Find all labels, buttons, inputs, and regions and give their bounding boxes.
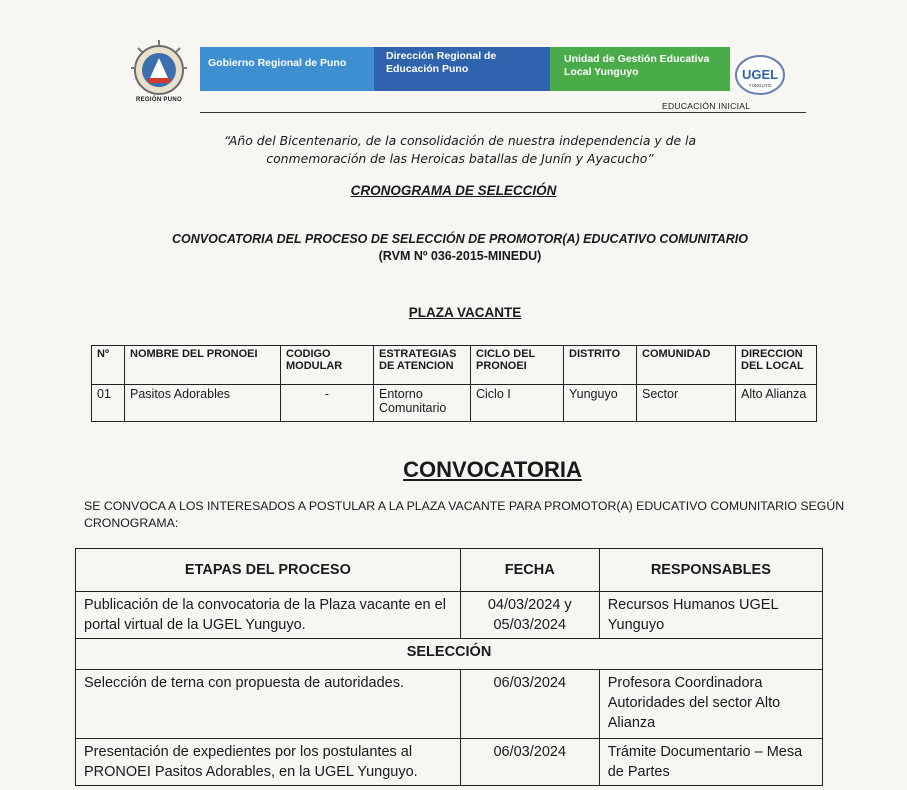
plaza-table bbox=[91, 345, 817, 422]
table-row bbox=[92, 385, 817, 422]
plaza-header-cell: DISTRITO bbox=[564, 346, 637, 385]
cronograma-title: CRONOGRAMA DE SELECCIÓN bbox=[350, 183, 557, 198]
plaza-header-cell: Nº bbox=[92, 346, 125, 385]
plaza-table-header bbox=[92, 346, 817, 385]
plaza-cell: 01 bbox=[92, 385, 125, 422]
plaza-cell: Pasitos Adorables bbox=[125, 385, 281, 422]
header-divider bbox=[200, 112, 806, 113]
plaza-cell: - bbox=[281, 385, 374, 422]
plaza-header-cell: COMUNIDAD bbox=[637, 346, 736, 385]
plaza-header-cell: NOMBRE DEL PRONOEI bbox=[125, 346, 281, 385]
crono-header-cell: ETAPAS DEL PROCESO bbox=[76, 549, 461, 592]
ugel-logo-text: UGEL bbox=[741, 67, 779, 82]
crono-responsables: Recursos Humanos UGEL Yunguyo bbox=[599, 592, 822, 639]
band2-line1: Dirección Regional de bbox=[386, 50, 497, 62]
plaza-vacante-title: PLAZA VACANTE bbox=[408, 305, 522, 320]
band1-text: Gobierno Regional de Puno bbox=[208, 57, 347, 69]
plaza-header-cell: CICLO DEL PRONOEI bbox=[471, 346, 564, 385]
crono-etapa: Presentación de expedientes por los postulantes al PRONOEI Pasitos Adorables, en la UGEL Yunguyo. bbox=[76, 739, 461, 786]
band2-line2: Educación Puno bbox=[386, 63, 469, 75]
band3-line2: Local Yunguyo bbox=[564, 66, 639, 78]
intro-paragraph: SE CONVOCA A LOS INTERESADOS A POSTULAR A LA PLAZA VACANTE PARA PROMOTOR(A) EDUCATIVO COMUNITARIO SEGÚN CRONOGRAMA: bbox=[84, 499, 845, 530]
header-band-ugel bbox=[550, 47, 730, 91]
crono-header-cell: RESPONSABLES bbox=[599, 549, 822, 592]
section-label: SELECCIÓN bbox=[76, 639, 823, 670]
plaza-cell: Entorno Comunitario bbox=[374, 385, 471, 422]
table-row bbox=[76, 592, 823, 639]
ugel-logo-sub: YUNGUYO bbox=[748, 83, 772, 88]
header-subtitle: EDUCACIÓN INICIAL bbox=[662, 101, 751, 111]
crono-fecha: 06/03/2024 bbox=[460, 739, 599, 786]
plaza-header-cell: DIRECCION DEL LOCAL bbox=[736, 346, 817, 385]
crono-fecha: 04/03/2024 y 05/03/2024 bbox=[460, 592, 599, 639]
plaza-header-cell: CODIGO MODULAR bbox=[281, 346, 374, 385]
crono-fecha: 06/03/2024 bbox=[460, 670, 599, 739]
convocatoria-title: CONVOCATORIA bbox=[403, 457, 582, 482]
logo-caption: REGIÓN PUNO bbox=[136, 97, 182, 103]
cronograma-table-header bbox=[76, 549, 823, 592]
table-row bbox=[76, 670, 823, 739]
cronograma-table bbox=[75, 548, 823, 786]
header-band-gobierno bbox=[200, 47, 374, 91]
plaza-header-cell: ESTRATEGIAS DE ATENCION bbox=[374, 346, 471, 385]
quote-line-2: conmemoración de las Heroicas batallas de Junín y Ayacucho” bbox=[266, 151, 654, 166]
crono-responsables: Trámite Documentario – Mesa de Partes bbox=[599, 739, 822, 786]
crono-responsables: Profesora Coordinadora Autoridades del sector Alto Alianza bbox=[599, 670, 822, 739]
table-row bbox=[76, 639, 823, 670]
quote-line-1: “Año del Bicentenario, de la consolidación de nuestra independencia y de la bbox=[223, 133, 697, 148]
crono-etapa: Selección de terna con propuesta de autoridades. bbox=[76, 670, 461, 739]
plaza-cell: Alto Alianza bbox=[736, 385, 817, 422]
convocatoria-heading: CONVOCATORIA DEL PROCESO DE SELECCIÓN DE PROMOTOR(A) EDUCATIVO COMUNITARIO bbox=[172, 232, 748, 246]
region-puno-logo bbox=[128, 38, 190, 102]
header-band-direccion bbox=[374, 47, 550, 91]
table-row bbox=[76, 739, 823, 786]
ugel-logo bbox=[734, 54, 786, 96]
band3-line1: Unidad de Gestión Educativa bbox=[564, 53, 710, 65]
crono-header-cell: FECHA bbox=[460, 549, 599, 592]
plaza-cell: Ciclo I bbox=[471, 385, 564, 422]
plaza-cell: Yunguyo bbox=[564, 385, 637, 422]
plaza-cell: Sector bbox=[637, 385, 736, 422]
rvm-reference: (RVM Nº 036-2015-MINEDU) bbox=[378, 249, 542, 263]
crono-etapa: Publicación de la convocatoria de la Plaza vacante en el portal virtual de la UGEL Yunguyo. bbox=[76, 592, 461, 639]
